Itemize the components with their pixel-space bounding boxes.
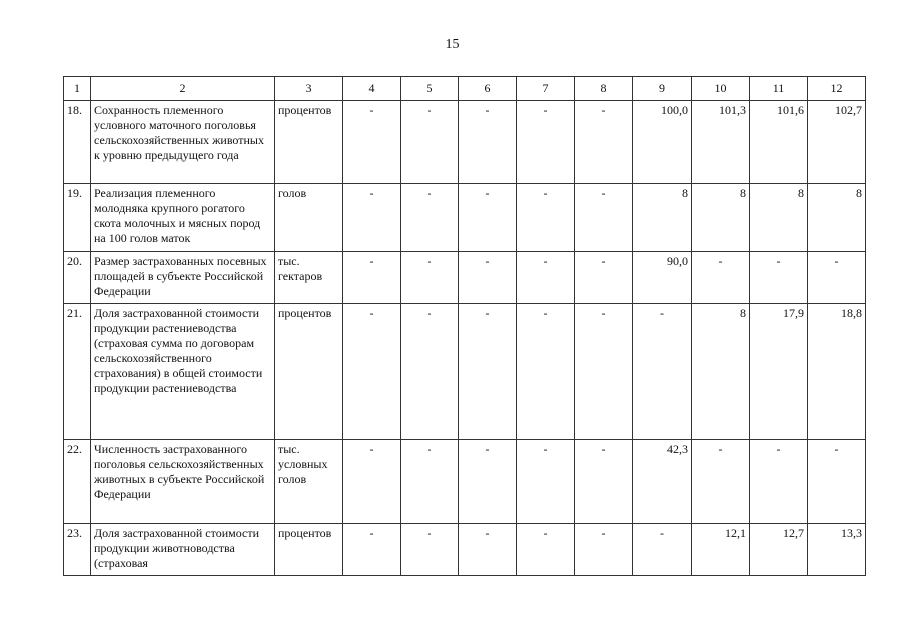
column-header: 9 [633,77,692,101]
value-cell: 8 [808,184,866,252]
value-cell: - [343,101,401,184]
value-cell: - [517,252,575,304]
value-cell: 12,7 [750,524,808,576]
column-header: 12 [808,77,866,101]
value-cell: 101,6 [750,101,808,184]
value-cell: - [459,440,517,524]
value-cell: 12,1 [692,524,750,576]
table-row [64,524,866,576]
value-cell: 8 [692,184,750,252]
header-row [64,77,866,101]
value-cell: - [633,304,692,440]
unit-cell: процентов [275,101,343,184]
column-header: 4 [343,77,401,101]
value-cell: - [750,440,808,524]
value-cell: 8 [633,184,692,252]
table-row [64,184,866,252]
value-cell: - [459,304,517,440]
column-header: 6 [459,77,517,101]
value-cell: 90,0 [633,252,692,304]
row-number: 20. [64,252,91,304]
value-cell: - [401,184,459,252]
value-cell: - [692,440,750,524]
value-cell: - [401,304,459,440]
value-cell: 8 [750,184,808,252]
value-cell: - [401,440,459,524]
value-cell: 101,3 [692,101,750,184]
value-cell: - [343,440,401,524]
value-cell: 102,7 [808,101,866,184]
value-cell: 100,0 [633,101,692,184]
column-header: 3 [275,77,343,101]
row-number: 23. [64,524,91,576]
column-header: 5 [401,77,459,101]
value-cell: - [517,101,575,184]
row-number: 21. [64,304,91,440]
value-cell: 17,9 [750,304,808,440]
value-cell: - [692,252,750,304]
value-cell: - [517,184,575,252]
indicator-name: Размер застрахованных посевных площадей в субъекте Российской Федерации [91,252,275,304]
table-row [64,101,866,184]
indicators-table [63,76,866,576]
indicator-name: Реализация племенного молодняка крупного рогатого скота молочных и мясных пород на 100 голов маток [91,184,275,252]
value-cell: - [459,524,517,576]
value-cell: - [343,184,401,252]
indicator-name: Доля застрахованной стоимости продукции животноводства (страховая [91,524,275,576]
value-cell: - [575,252,633,304]
value-cell: - [459,101,517,184]
row-number: 18. [64,101,91,184]
row-number: 22. [64,440,91,524]
indicator-name: Численность застрахованного поголовья сельскохозяйственных животных в субъекте Российской Федерации [91,440,275,524]
row-number: 19. [64,184,91,252]
page-number: 15 [445,37,460,52]
indicator-name: Доля застрахованной стоимости продукции растениеводства (страховая сумма по договорам сельскохозяйственного страхования) в общей стоимости продукции растениеводства [91,304,275,440]
value-cell: 8 [692,304,750,440]
column-header: 7 [517,77,575,101]
value-cell: - [517,440,575,524]
column-header: 2 [91,77,275,101]
value-cell: - [517,524,575,576]
value-cell: - [343,524,401,576]
value-cell: - [575,101,633,184]
unit-cell: процентов [275,524,343,576]
column-header: 1 [64,77,91,101]
value-cell: - [517,304,575,440]
value-cell: 13,3 [808,524,866,576]
value-cell: - [808,252,866,304]
table-row [64,440,866,524]
value-cell: - [808,440,866,524]
unit-cell: тыс. условных голов [275,440,343,524]
value-cell: - [575,184,633,252]
value-cell: - [343,304,401,440]
value-cell: - [633,524,692,576]
value-cell: - [343,252,401,304]
value-cell: - [401,524,459,576]
unit-cell: процентов [275,304,343,440]
value-cell: 42,3 [633,440,692,524]
table-row [64,304,866,440]
value-cell: 18,8 [808,304,866,440]
value-cell: - [459,252,517,304]
value-cell: - [575,304,633,440]
value-cell: - [459,184,517,252]
column-header: 10 [692,77,750,101]
value-cell: - [401,101,459,184]
column-header: 11 [750,77,808,101]
value-cell: - [575,440,633,524]
value-cell: - [750,252,808,304]
unit-cell: голов [275,184,343,252]
table-row [64,252,866,304]
column-header: 8 [575,77,633,101]
value-cell: - [575,524,633,576]
value-cell: - [401,252,459,304]
unit-cell: тыс. гектаров [275,252,343,304]
indicator-name: Сохранность племенного условного маточного поголовья сельскохозяйственных животных к уровню предыдущего года [91,101,275,184]
